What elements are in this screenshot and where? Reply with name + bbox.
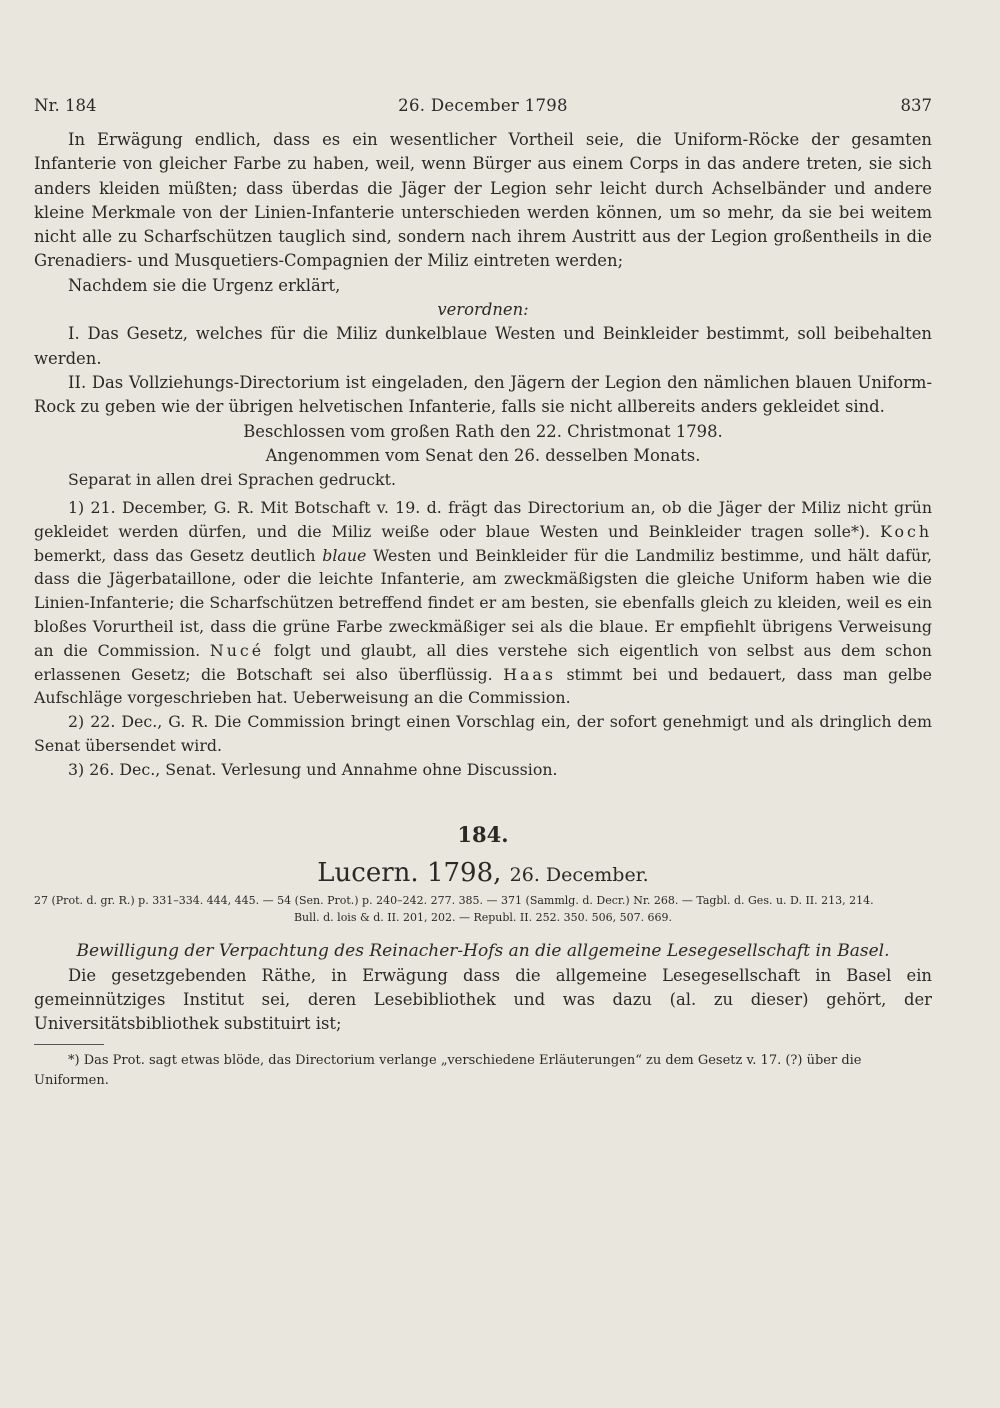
footnote-rule	[34, 1044, 104, 1045]
place-name: Lucern.	[317, 857, 419, 888]
heading-date: 26. December.	[509, 863, 649, 886]
speaker-haas: Haas	[503, 664, 556, 684]
speaker-koch: Koch	[880, 521, 932, 541]
document-number: 184.	[457, 821, 509, 847]
beschlossen-line: Beschlossen vom großen Rath den 22. Christmonat 1798.	[243, 421, 723, 441]
note-1-part-e: stimmt bei und bedauert, dass man gelbe Aufschläge vorgeschrieben hat. Ueberweisung an die Commission.	[34, 664, 932, 708]
note-1-part-c: Westen und Beinkleider für die Landmiliz bestimme, und hält dafür, dass die Jägerbataillone, oder die leichte Infanterie, am zweckmäßigsten die gleiche Uniform haben wie die Linien-Infanterie; die Scharfschützen betreffend findet er am besten, sie ebenfalls gleich zu kleiden, weil es ein bloßes Vorurtheil ist, dass die grüne Farbe zweckmäßiger sei als die blaue. Er empfiehlt übrigens Verweisung an die Commission.	[34, 545, 932, 660]
note-1-part-b: bemerkt, dass das Gesetz deutlich	[34, 545, 316, 565]
heading-year: 1798,	[426, 857, 502, 888]
article-1: I. Das Gesetz, welches für die Miliz dunkelblaue Westen und Beinkleider bestimmt, soll beibehalten werden.	[34, 324, 932, 368]
speaker-nuce: Nucé	[209, 640, 265, 660]
sources-line-1: 27 (Prot. d. gr. R.) p. 331–334. 444, 445. — 54 (Sen. Prot.) p. 240–242. 277. 385. — 371 (Sammlg. d. Decr.) Nr. 268. — Tagbl. d. Ges. u. D. II. 213, 214.	[34, 893, 874, 907]
document-heading	[34, 856, 932, 892]
note-3: 3) 26. Dec., Senat. Verlesung und Annahme ohne Discussion.	[68, 759, 558, 779]
note-2: 2) 22. Dec., G. R. Die Commission bringt einen Vorschlag ein, der sofort genehmigt und als dringlich dem Senat übersendet wird.	[34, 712, 932, 755]
document-title: Bewilligung der Verpachtung des Reinacher-Hofs an die allgemeine Lesegesellschaft in Basel.	[76, 940, 890, 961]
urgency-paragraph: Nachdem sie die Urgenz erklärt,	[68, 275, 341, 295]
page-body	[34, 128, 932, 1091]
preamble-paragraph: In Erwägung endlich, dass es ein wesentlicher Vortheil seie, die Uniform-Röcke der gesamten Infanterie von gleicher Farbe zu haben, weil, wenn Bürger aus einem Corps in das andere treten, sie sich anders kleiden müßten; dass überdas die Jäger der Legion sehr leicht durch Achselbänder und andere kleine Merkmale von der Linien-Infanterie unterschieden werden können, um so mehr, da sie bei weitem nicht alle zu Scharfschützen tauglich sind, sondern nach ihrem Austritt aus der Legion großentheils in die Grenadiers- und Musquetiers-Compagnien der Miliz eintreten werden;	[34, 130, 932, 271]
note-1-emphasis: blaue	[322, 545, 367, 565]
lucern-paragraph: Die gesetzgebenden Räthe, in Erwägung dass die allgemeine Lesegesellschaft in Basel ein gemeinnütziges Institut sei, deren Lesebibliothek und was dazu (al. zu dieser) gehört, der Universitätsbibliothek substituirt ist;	[34, 965, 932, 1034]
sources-line-2: Bull. d. lois & d. II. 201, 202. — Republ. II. 252. 350. 506, 507. 669.	[293, 910, 673, 924]
running-header	[34, 96, 932, 122]
article-2: II. Das Vollziehungs-Directorium ist eingeladen, den Jägern der Legion den nämlichen blauen Uniform-Rock zu geben wie der übrigen helvetischen Infanterie, falls sie nicht allbereits anders gekleidet sind.	[34, 372, 932, 417]
angenommen-line: Angenommen vom Senat den 26. desselben Monats.	[265, 445, 701, 465]
footnote: *) Das Prot. sagt etwas blöde, das Directorium verlange „verschiedene Erläuterungen“ zu dem Gesetz v. 17. (?) über die Uniformen.	[34, 1053, 862, 1089]
note-1-part-d: folgt und glaubt, all dies verstehe sich eigentlich von selbst aus dem schon erlassenen Gesetz; die Botschaft sei also überflüssig.	[34, 640, 932, 684]
separat-line: Separat in allen drei Sprachen gedruckt.	[68, 470, 396, 490]
verordnen-heading: verordnen:	[437, 300, 529, 320]
header-number: Nr. 184	[34, 96, 97, 115]
note-1	[34, 496, 932, 710]
page-number: 837	[900, 96, 932, 115]
note-1-part-a: 1) 21. December, G. R. Mit Botschaft v. 19. d. frägt das Directorium an, ob die Jäger der Miliz nicht grün gekleidet werden dürfen, und die Miliz weiße oder blaue Westen und Beinkleider tragen solle*).	[34, 497, 932, 541]
header-date: 26. December 1798	[398, 96, 568, 115]
